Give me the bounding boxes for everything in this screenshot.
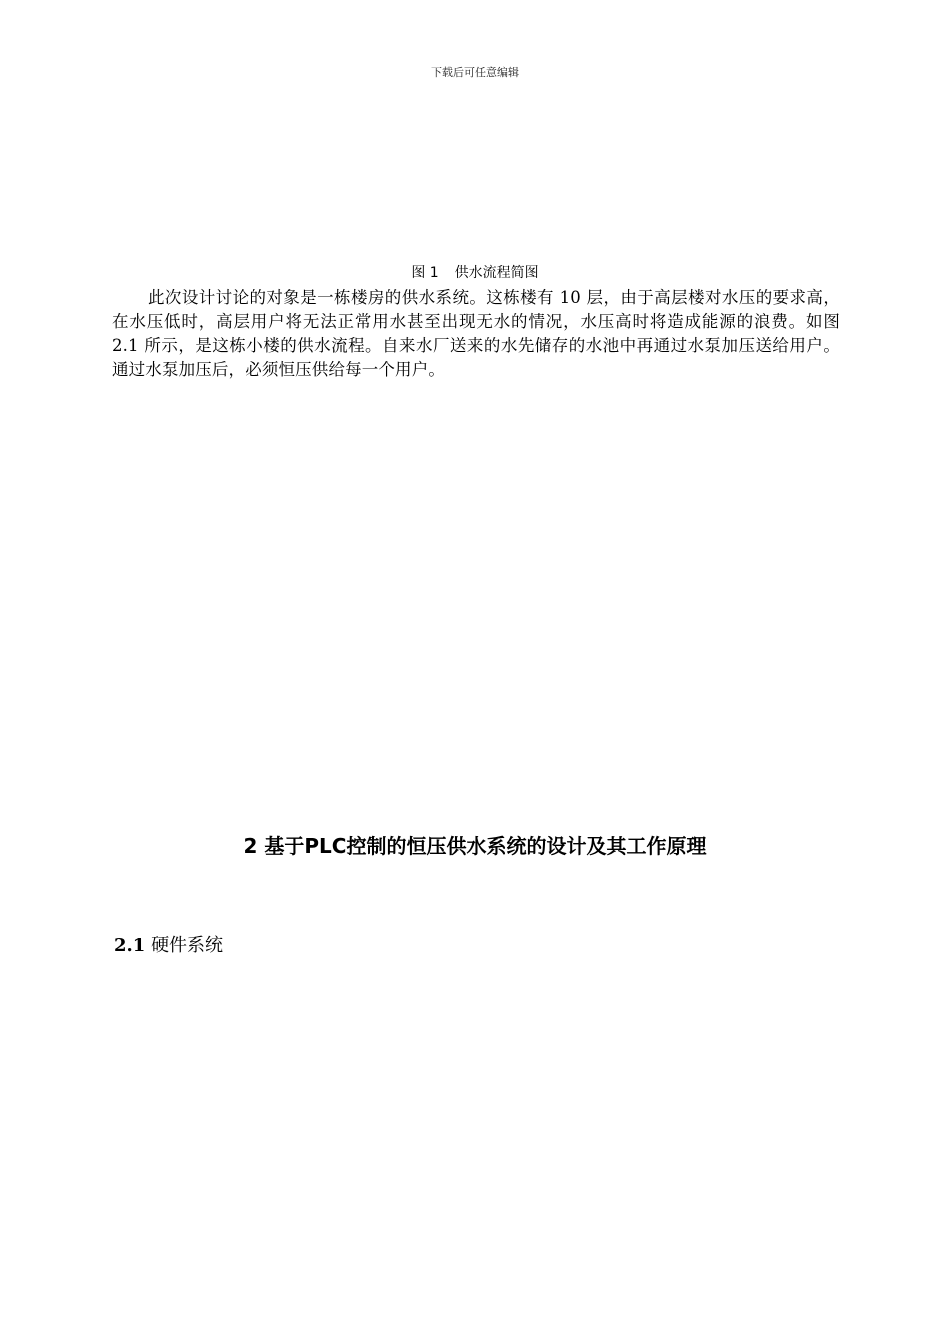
body-paragraph: 此次设计讨论的对象是一栋楼房的供水系统。这栋楼有 10 层，由于高层楼对水压的要求高，在水压低时，高层用户将无法正常用水甚至出现无水的情况，水压高时将造成能源的浪费。如图 2.1 所示，是这栋小楼的供水流程。自来水厂送来的水先储存的水池中再通过水泵加压送给用户。通过水泵加压后，必须恒压供给每一个用户。 (112, 288, 840, 379)
chapter-heading: 2 基于PLC控制的恒压供水系统的设计及其工作原理 (243, 834, 707, 858)
figure-placeholder (112, 100, 838, 255)
section-title-text: 硬件系统 (151, 935, 224, 956)
figure-caption-text: 供水流程简图 (454, 265, 539, 281)
section-number: 2.1 (114, 935, 146, 956)
header-note: 下载后可任意编辑 (431, 66, 519, 79)
figure-caption-number: 图 1 (411, 265, 439, 281)
section-heading (114, 933, 223, 959)
figure-caption (0, 264, 950, 282)
